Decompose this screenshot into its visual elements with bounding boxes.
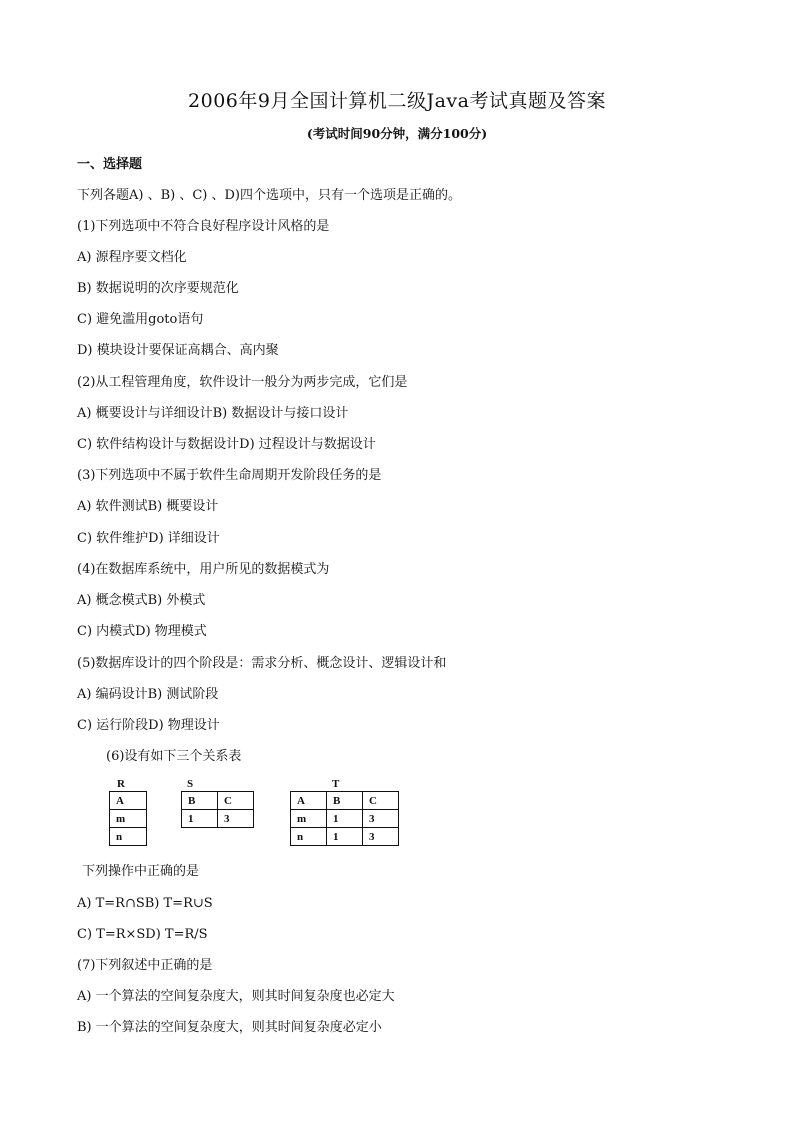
instructions: 下列各题A) 、B) 、C) 、D)四个选项中，只有一个选项是正确的。 [77, 188, 461, 203]
table-cell: 1 [327, 828, 363, 846]
table-cell: 3 [218, 810, 254, 828]
relation-s [181, 777, 254, 828]
question-1-option-b: B) 数据说明的次序要规范化 [77, 281, 239, 296]
table-cell: n [110, 828, 147, 846]
table-row [291, 828, 399, 846]
table-cell: 1 [182, 810, 218, 828]
table-row [182, 792, 254, 810]
question-3-options-cd: C) 软件维护D) 详细设计 [77, 531, 220, 546]
question-4-options-cd: C) 内模式D) 物理模式 [77, 624, 207, 639]
question-1-option-c: C) 避免滥用goto语句 [77, 312, 204, 327]
question-7: (7)下列叙述中正确的是 [77, 958, 213, 973]
table-row [291, 792, 399, 810]
question-6-options-ab: A) T=R∩SB) T=R∪S [77, 896, 213, 911]
table-cell: n [291, 828, 327, 846]
relation-r-name: R [117, 778, 125, 790]
question-5-options-cd: C) 运行阶段D) 物理设计 [77, 718, 220, 733]
exam-duration-note: (考试时间90分钟，满分100分) [306, 126, 488, 141]
table-row [110, 810, 147, 828]
question-2-options-cd: C) 软件结构设计与数据设计D) 过程设计与数据设计 [77, 437, 376, 452]
question-2-options-ab: A) 概要设计与详细设计B) 数据设计与接口设计 [77, 406, 349, 421]
question-7-option-a: A) 一个算法的空间复杂度大，则其时间复杂度也必定大 [77, 989, 395, 1004]
table-cell: 3 [363, 828, 399, 846]
relation-r [109, 777, 147, 846]
document-title: 2006年9月全国计算机二级Java考试真题及答案 [188, 90, 606, 112]
table-cell: A [110, 792, 147, 810]
question-2: (2)从工程管理角度，软件设计一般分为两步完成，它们是 [77, 375, 408, 390]
section-heading-multiple-choice: 一、选择题 [77, 157, 143, 172]
question-1-option-d: D) 模块设计要保证高耦合、高内聚 [77, 343, 279, 358]
relation-s-table [181, 791, 254, 828]
relation-r-table [109, 791, 147, 846]
table-cell: B [182, 792, 218, 810]
question-6: (6)设有如下三个关系表 [106, 749, 242, 764]
table-cell: 1 [327, 810, 363, 828]
question-6-options-cd: C) T=R×SD) T=R/S [77, 927, 208, 942]
question-5: (5)数据库设计的四个阶段是：需求分析、概念设计、逻辑设计和 [77, 656, 447, 671]
question-5-options-ab: A) 编码设计B) 测试阶段 [77, 687, 219, 702]
relation-t-name: T [332, 778, 340, 790]
table-cell: C [363, 792, 399, 810]
table-cell: m [291, 810, 327, 828]
question-6-stem: 下列操作中正确的是 [82, 864, 200, 879]
table-cell: m [110, 810, 147, 828]
question-1: (1)下列选项中不符合良好程序设计风格的是 [77, 219, 330, 234]
relation-s-name: S [187, 778, 194, 790]
question-7-option-b: B) 一个算法的空间复杂度大，则其时间复杂度必定小 [77, 1020, 382, 1035]
question-3-options-ab: A) 软件测试B) 概要设计 [77, 499, 219, 514]
table-row [182, 810, 254, 828]
table-cell: A [291, 792, 327, 810]
question-1-option-a: A) 源程序要文档化 [77, 250, 187, 265]
table-row [291, 810, 399, 828]
table-cell: C [218, 792, 254, 810]
table-row [110, 828, 147, 846]
table-cell: B [327, 792, 363, 810]
question-4: (4)在数据库系统中，用户所见的数据模式为 [77, 562, 330, 577]
relation-t-table [290, 791, 399, 846]
relation-t [290, 777, 399, 846]
question-4-options-ab: A) 概念模式B) 外模式 [77, 593, 206, 608]
question-3: (3)下列选项中不属于软件生命周期开发阶段任务的是 [77, 468, 382, 483]
table-cell: 3 [363, 810, 399, 828]
table-row [110, 792, 147, 810]
